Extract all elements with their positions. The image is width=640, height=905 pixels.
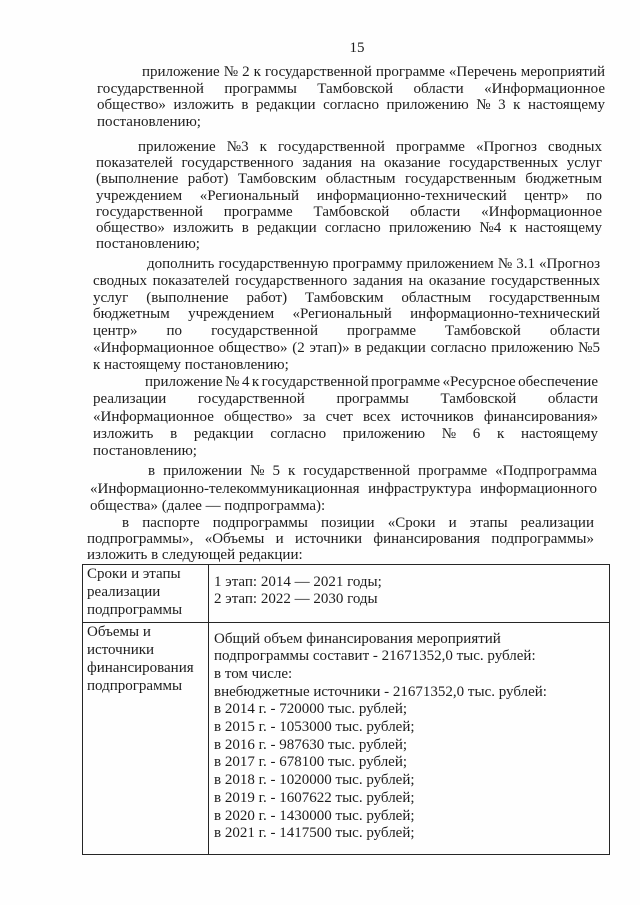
text-line: государственной программе Тамбовской области «Информационное (96, 203, 602, 220)
table-row-terms-stages (83, 565, 609, 623)
row-value-cell (209, 565, 609, 622)
text-line: приложение № 4 к государственной программе «Ресурсное обеспечение (145, 374, 598, 390)
text-line: общество» изложить в редакции согласно приложению №4 к настоящему (96, 220, 602, 237)
cell-line: Объемы и (87, 624, 151, 640)
text-line: приложение №3 к государственной программе «Прогноз сводных (138, 139, 602, 155)
text-line: «Информационное общество» за счет всех источников финансирования» (93, 408, 598, 425)
cell-line: 2 этап: 2022 — 2030 годы (214, 591, 378, 607)
cell-line: финансирования (87, 660, 194, 676)
table-row-funding (83, 623, 609, 854)
text-line: реализации государственной программы Тамбовской области (93, 391, 598, 408)
cell-line: в 2021 г. - 1417500 тыс. рублей; (214, 825, 415, 842)
text-line: подпрограммы», «Объемы и источники финансирования подпрограммы» (87, 530, 594, 547)
text-line: постановлению; (96, 236, 200, 253)
paragraph-passport-intro (87, 516, 594, 563)
cell-line: в 2015 г. - 1053000 тыс. рублей; (214, 719, 415, 736)
text-line: постановлению; (93, 443, 197, 460)
text-line: изложить в редакции согласно приложению № 6 к настоящему (93, 425, 598, 442)
cell-line: в 2020 г. - 1430000 тыс. рублей; (214, 807, 415, 824)
cell-line: в 2018 г. - 1020000 тыс. рублей; (214, 772, 415, 789)
text-line: дополнить государственную программу приложением № 3.1 «Прогноз (147, 256, 600, 272)
cell-line: в 2019 г. - 1607622 тыс. рублей; (214, 789, 415, 806)
paragraph-appendix-4 (93, 374, 598, 460)
text-line: сводных показателей государственного задания на оказание государственных (93, 272, 600, 289)
text-line: учреждением «Региональный информационно-технический центр» по (96, 187, 602, 204)
row-label-cell (83, 565, 209, 622)
text-line: к настоящему постановлению; (93, 356, 289, 373)
cell-line: подпрограммы (87, 602, 183, 618)
text-line: «Информационное общество» (2 этап)» в редакции согласно приложению №5 (93, 339, 600, 356)
text-line: (выполнение работ) Тамбовским областным государственным бюджетным (96, 171, 602, 188)
cell-line: подпрограммы (87, 678, 183, 694)
cell-line: внебюджетные источники - 21671352,0 тыс. рублей: (214, 683, 547, 700)
cell-line: в том числе: (214, 665, 293, 682)
paragraph-appendix-3-1 (93, 256, 600, 374)
cell-line: в 2014 г. - 720000 тыс. рублей; (214, 701, 408, 718)
page-number: 15 (349, 40, 365, 56)
cell-line: Общий объем финансирования мероприятий (214, 630, 501, 647)
paragraph-appendix-3 (96, 139, 602, 252)
cell-line: источники (87, 642, 155, 658)
row-value-cell (209, 623, 609, 854)
text-line: общества» (далее — подпрограмма): (90, 498, 326, 514)
row-label-cell (83, 623, 209, 854)
text-line: центр» по государственной программе Тамбовской области (93, 323, 600, 340)
text-line: «Информационно-телекоммуникационная инфраструктура информационного (90, 480, 597, 497)
cell-line: реализации (87, 584, 161, 600)
text-line: общество» изложить в редакции согласно приложению № 3 к настоящему (97, 97, 605, 113)
paragraph-appendix-2 (97, 64, 605, 130)
cell-line: в 2017 г. - 678100 тыс. рублей; (214, 754, 408, 771)
cell-line: подпрограммы составит - 21671352,0 тыс. рублей: (214, 648, 536, 665)
text-line: приложение № 2 к государственной программе «Перечень мероприятий (142, 64, 605, 80)
text-line: постановлению; (97, 113, 201, 130)
cell-line: Сроки и этапы (87, 566, 181, 582)
text-line: бюджетным учреждением «Региональный информационно-технический (93, 306, 600, 323)
cell-line: в 2016 г. - 987630 тыс. рублей; (214, 736, 408, 753)
text-line: государственной программы Тамбовской области «Информационное (97, 80, 605, 97)
text-line: в приложении № 5 к государственной программе «Подпрограмма (148, 463, 597, 479)
text-line: в паспорте подпрограммы позиции «Сроки и этапы реализации (122, 515, 594, 531)
text-line: изложить в следующей редакции: (87, 546, 303, 563)
cell-line: 1 этап: 2014 — 2021 годы; (214, 574, 382, 590)
text-line: показателей государственного задания на оказание государственных услуг (96, 155, 602, 172)
paragraph-appendix-5 (90, 463, 597, 516)
text-line: услуг (выполнение работ) Тамбовским областным государственным (93, 289, 600, 306)
subprogram-passport-table (82, 564, 610, 855)
